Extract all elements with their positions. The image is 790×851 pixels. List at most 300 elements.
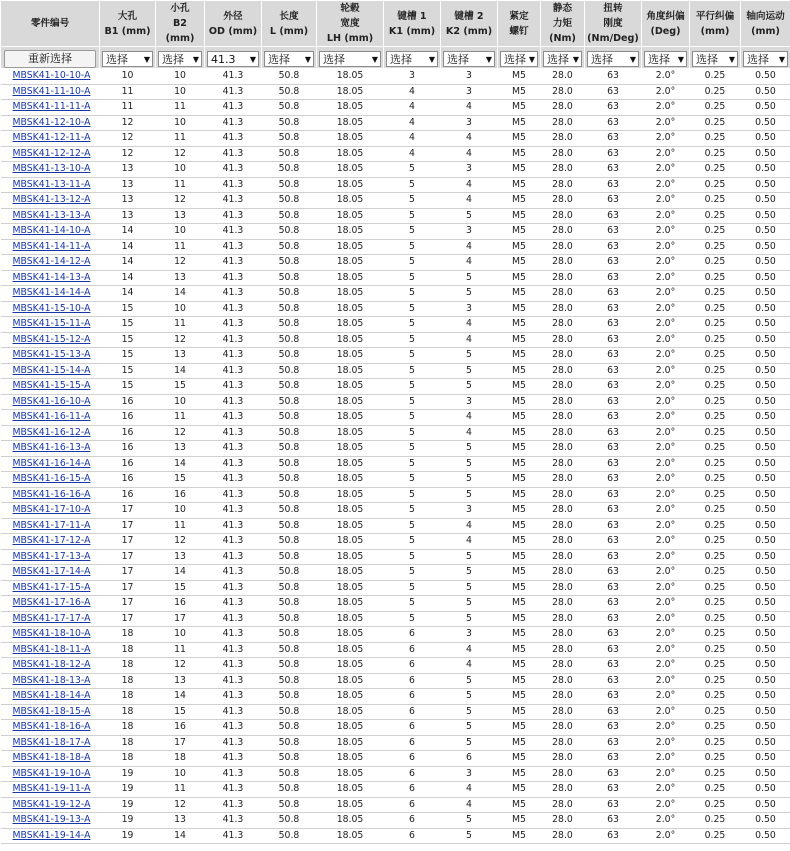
table-cell: 0.25 (690, 627, 741, 643)
table-cell: 4 (441, 425, 498, 441)
table-cell: 50.8 (262, 193, 317, 209)
part-number-cell (1, 410, 100, 426)
part-number-link[interactable]: MBSK41-17-12-A (12, 535, 91, 546)
table-cell: 5 (441, 611, 498, 627)
table-cell: 63 (585, 751, 642, 767)
table-cell: M5 (498, 673, 541, 689)
table-cell: 41.3 (205, 379, 262, 395)
part-number-link[interactable]: MBSK41-11-10-A (12, 85, 91, 97)
table-cell: 41.3 (205, 782, 262, 798)
column-header-8 (498, 1, 541, 47)
table-cell: 28.0 (541, 611, 585, 627)
table-cell: 41.3 (205, 735, 262, 751)
part-number-link[interactable]: MBSK41-17-15-A (12, 581, 91, 593)
table-cell: 0.50 (741, 503, 790, 519)
table-cell: 5 (384, 534, 441, 550)
filter-select-7[interactable] (443, 51, 495, 67)
table-cell: 0.25 (690, 766, 741, 782)
table-cell: M5 (498, 642, 541, 658)
table-cell: 17 (100, 611, 156, 627)
table-cell: 28.0 (541, 627, 585, 643)
table-cell: 5 (441, 441, 498, 457)
table-cell: 2.0° (642, 301, 690, 317)
filter-select-10[interactable] (587, 51, 639, 67)
table-cell: 17 (100, 518, 156, 534)
table-cell: 0.50 (741, 518, 790, 534)
part-number-link[interactable]: MBSK41-17-14-A (12, 566, 91, 577)
table-cell: 63 (585, 689, 642, 705)
table-cell: 41.3 (205, 751, 262, 767)
part-number-link[interactable]: MBSK41-15-15-A (12, 380, 91, 391)
table-cell: 16 (156, 596, 205, 612)
table-cell: 28.0 (541, 658, 585, 674)
table-cell: 18 (100, 735, 156, 751)
part-number-link[interactable]: MBSK41-19-14-A (12, 829, 91, 841)
table-cell: 0.25 (690, 782, 741, 798)
table-cell: 63 (585, 332, 642, 348)
table-cell: 6 (384, 828, 441, 844)
table-cell: 12 (156, 146, 205, 162)
part-number-link[interactable]: MBSK41-11-11-A (12, 101, 91, 112)
table-cell: 14 (100, 224, 156, 240)
table-cell: 28.0 (541, 379, 585, 395)
part-number-cell (1, 115, 100, 131)
filter-select-9[interactable] (543, 51, 582, 67)
table-cell: 18 (100, 704, 156, 720)
part-number-link[interactable]: MBSK41-13-10-A (12, 163, 91, 174)
chevron-down-icon: ▼ (528, 54, 535, 64)
table-cell: 0.50 (741, 456, 790, 472)
table-row (1, 673, 790, 689)
filter-select-3[interactable] (207, 51, 259, 67)
table-row (1, 425, 790, 441)
table-cell: 15 (156, 580, 205, 596)
table-cell: 0.25 (690, 131, 741, 147)
filter-select-11[interactable] (644, 51, 687, 67)
table-cell: 50.8 (262, 518, 317, 534)
table-cell: 63 (585, 456, 642, 472)
part-number-cell (1, 441, 100, 457)
table-cell: 4 (441, 146, 498, 162)
column-header-5 (317, 1, 384, 47)
column-header-line: (Nm/Deg) (587, 33, 639, 44)
table-cell: 3 (441, 84, 498, 100)
part-number-link[interactable]: MBSK41-18-10-A (12, 628, 91, 639)
table-cell: 5 (441, 472, 498, 488)
table-cell: M5 (498, 828, 541, 844)
table-cell: M5 (498, 596, 541, 612)
table-cell: 41.3 (205, 208, 262, 224)
part-number-link[interactable]: MBSK41-17-13-A (12, 550, 91, 562)
table-cell: 3 (441, 301, 498, 317)
table-row (1, 332, 790, 348)
table-cell: 15 (156, 704, 205, 720)
part-number-link[interactable]: MBSK41-18-11-A (12, 643, 91, 655)
table-cell: 10 (156, 766, 205, 782)
table-cell: 5 (441, 348, 498, 364)
column-header-0 (1, 1, 100, 47)
part-number-link[interactable]: MBSK41-17-10-A (12, 504, 91, 515)
table-row (1, 611, 790, 627)
table-cell: 2.0° (642, 239, 690, 255)
part-number-link[interactable]: MBSK41-16-10-A (12, 395, 91, 407)
filter-select-1[interactable] (102, 51, 153, 67)
table-cell: 18 (100, 751, 156, 767)
table-cell: 4 (441, 642, 498, 658)
table-cell: 0.25 (690, 487, 741, 503)
part-number-link[interactable]: MBSK41-16-11-A (12, 411, 91, 422)
filter-select-5[interactable] (319, 51, 381, 67)
reset-cell (1, 47, 100, 69)
header-row (1, 1, 790, 47)
part-number-link[interactable]: MBSK41-14-10-A (12, 225, 91, 236)
table-cell: M5 (498, 549, 541, 565)
table-cell: 4 (441, 131, 498, 147)
table-cell: 11 (156, 239, 205, 255)
table-cell: 0.50 (741, 720, 790, 736)
column-header-3 (205, 1, 262, 47)
table-cell: 18 (100, 627, 156, 643)
table-cell: 13 (156, 270, 205, 286)
table-cell: 0.50 (741, 193, 790, 209)
filter-select-4[interactable] (264, 51, 314, 67)
table-cell: 16 (100, 456, 156, 472)
table-cell: 2.0° (642, 472, 690, 488)
table-cell: 5 (384, 549, 441, 565)
part-number-link[interactable]: MBSK41-18-13-A (12, 674, 91, 686)
chevron-down-icon: ▼ (778, 54, 785, 64)
table-cell: 0.50 (741, 534, 790, 550)
part-number-cell (1, 379, 100, 395)
column-header-line: (mm) (700, 25, 730, 37)
table-cell: M5 (498, 425, 541, 441)
table-cell: 28.0 (541, 301, 585, 317)
table-cell: M5 (498, 270, 541, 286)
table-cell: 14 (156, 456, 205, 472)
filter-select-6[interactable] (386, 51, 438, 67)
table-cell: 18.05 (317, 720, 384, 736)
part-number-cell (1, 534, 100, 550)
table-cell: 28.0 (541, 503, 585, 519)
table-row (1, 379, 790, 395)
table-cell: 0.50 (741, 410, 790, 426)
filter-select-2[interactable] (158, 51, 202, 67)
table-cell: 15 (100, 301, 156, 317)
column-header-line: 静态 (552, 3, 573, 14)
table-row (1, 270, 790, 286)
part-number-link[interactable]: MBSK41-12-11-A (12, 132, 91, 143)
table-cell: 2.0° (642, 270, 690, 286)
part-number-link[interactable]: MBSK41-18-15-A (12, 705, 91, 717)
filter-cell (262, 47, 317, 69)
filter-cell (317, 47, 384, 69)
table-cell: 5 (384, 239, 441, 255)
table-cell: 50.8 (262, 363, 317, 379)
table-cell: 5 (441, 828, 498, 844)
part-number-cell (1, 627, 100, 643)
part-number-cell (1, 193, 100, 209)
table-cell: M5 (498, 782, 541, 798)
table-cell: 28.0 (541, 425, 585, 441)
table-cell: 0.50 (741, 658, 790, 674)
table-cell: 41.3 (205, 565, 262, 581)
table-cell: 4 (384, 131, 441, 147)
filter-cell (156, 47, 205, 69)
part-number-link[interactable]: MBSK41-13-13-A (12, 209, 91, 221)
table-cell: 5 (384, 394, 441, 410)
table-cell: 10 (156, 301, 205, 317)
part-number-link[interactable]: MBSK41-19-13-A (12, 814, 91, 825)
part-number-link[interactable]: MBSK41-19-12-A (12, 798, 91, 810)
chevron-down-icon: ▼ (572, 54, 579, 64)
table-cell: M5 (498, 611, 541, 627)
table-cell: 0.50 (741, 704, 790, 720)
table-cell: 18.05 (317, 658, 384, 674)
table-cell: 0.25 (690, 797, 741, 813)
table-cell: 18.05 (317, 751, 384, 767)
table-cell: 28.0 (541, 735, 585, 751)
table-cell: 10 (156, 69, 205, 85)
part-number-cell (1, 549, 100, 565)
part-number-link[interactable]: MBSK41-15-10-A (12, 302, 91, 314)
table-cell: 0.25 (690, 565, 741, 581)
filter-select-13[interactable] (743, 51, 788, 67)
table-cell: 28.0 (541, 720, 585, 736)
part-number-link[interactable]: MBSK41-14-14-A (12, 287, 91, 298)
part-number-link[interactable]: MBSK41-16-15-A (12, 473, 91, 484)
column-header-4 (262, 1, 317, 47)
part-number-link[interactable]: MBSK41-14-12-A (12, 256, 91, 267)
part-number-link[interactable]: MBSK41-18-18-A (12, 752, 91, 763)
table-cell: 2.0° (642, 642, 690, 658)
table-cell: 50.8 (262, 255, 317, 271)
table-cell: 5 (384, 425, 441, 441)
table-cell: 41.3 (205, 456, 262, 472)
column-header-9 (541, 1, 585, 47)
table-cell: 10 (156, 627, 205, 643)
table-cell: 4 (441, 797, 498, 813)
table-cell: 18.05 (317, 425, 384, 441)
part-number-link[interactable]: MBSK41-18-17-A (12, 736, 91, 748)
table-row (1, 69, 790, 85)
table-cell: 41.3 (205, 255, 262, 271)
part-number-link[interactable]: MBSK41-18-16-A (12, 721, 91, 732)
table-cell: 2.0° (642, 131, 690, 147)
table-cell: 2.0° (642, 208, 690, 224)
filter-select-8[interactable] (500, 51, 538, 67)
table-cell: 2.0° (642, 115, 690, 131)
table-cell: 3 (384, 69, 441, 85)
column-header-line: 角度纠偏 (646, 10, 685, 22)
chevron-down-icon: ▼ (677, 54, 684, 64)
part-number-link[interactable]: MBSK41-10-10-A (12, 70, 91, 81)
table-cell: 2.0° (642, 332, 690, 348)
column-header-13 (741, 1, 790, 47)
table-cell: 41.3 (205, 704, 262, 720)
table-cell: 28.0 (541, 239, 585, 255)
table-cell: 18.05 (317, 673, 384, 689)
table-cell: 63 (585, 534, 642, 550)
part-number-cell (1, 735, 100, 751)
table-cell: 0.50 (741, 441, 790, 457)
table-cell: 0.50 (741, 84, 790, 100)
table-cell: 0.50 (741, 379, 790, 395)
table-cell: 41.3 (205, 193, 262, 209)
table-cell: 18.05 (317, 270, 384, 286)
table-cell: 18.05 (317, 348, 384, 364)
table-cell: 28.0 (541, 642, 585, 658)
table-cell: M5 (498, 487, 541, 503)
table-cell: 0.50 (741, 69, 790, 85)
part-number-link[interactable]: MBSK41-14-13-A (12, 271, 91, 283)
filter-select-12[interactable] (692, 51, 738, 67)
table-cell: 50.8 (262, 115, 317, 131)
column-header-line: K2 (mm) (445, 25, 493, 37)
table-cell: 0.25 (690, 518, 741, 534)
part-number-link[interactable]: MBSK41-16-13-A (12, 442, 91, 453)
table-cell: 16 (156, 487, 205, 503)
part-number-link[interactable]: MBSK41-18-14-A (12, 690, 91, 701)
table-row (1, 658, 790, 674)
part-number-cell (1, 766, 100, 782)
part-number-link[interactable]: MBSK41-19-11-A (12, 783, 91, 794)
table-cell: 63 (585, 363, 642, 379)
part-number-link[interactable]: MBSK41-16-12-A (12, 426, 91, 438)
filter-select-value: 选择 (747, 53, 769, 66)
table-cell: 41.3 (205, 177, 262, 193)
part-number-link[interactable]: MBSK41-15-11-A (12, 318, 91, 329)
part-number-cell (1, 317, 100, 333)
table-cell: M5 (498, 255, 541, 271)
table-cell: 4 (441, 410, 498, 426)
part-number-link[interactable]: MBSK41-17-11-A (12, 519, 91, 531)
column-header-line: 大孔 (117, 10, 138, 22)
table-cell: 0.25 (690, 162, 741, 178)
table-cell: 41.3 (205, 69, 262, 85)
table-cell: 18.05 (317, 704, 384, 720)
filter-select-value: 选择 (106, 53, 128, 66)
table-cell: M5 (498, 658, 541, 674)
table-cell: M5 (498, 441, 541, 457)
table-cell: M5 (498, 363, 541, 379)
table-cell: 0.25 (690, 394, 741, 410)
part-number-link[interactable]: MBSK41-17-17-A (12, 612, 91, 624)
table-cell: 50.8 (262, 487, 317, 503)
part-number-link[interactable]: MBSK41-13-12-A (12, 194, 91, 205)
table-cell: 2.0° (642, 456, 690, 472)
table-cell: 28.0 (541, 782, 585, 798)
table-cell: 63 (585, 797, 642, 813)
table-cell: 18.05 (317, 193, 384, 209)
table-cell: 28.0 (541, 162, 585, 178)
table-cell: 28.0 (541, 580, 585, 596)
table-cell: 0.50 (741, 828, 790, 844)
table-cell: M5 (498, 317, 541, 333)
part-number-link[interactable]: MBSK41-18-12-A (12, 659, 91, 670)
part-number-link[interactable]: MBSK41-19-10-A (12, 767, 91, 779)
part-number-link[interactable]: MBSK41-16-16-A (12, 488, 91, 500)
table-cell: 50.8 (262, 673, 317, 689)
table-cell: 5 (441, 735, 498, 751)
table-cell: M5 (498, 813, 541, 829)
chevron-down-icon: ▼ (192, 54, 199, 64)
reset-button[interactable]: 重新选择 (4, 50, 96, 68)
chevron-down-icon: ▼ (485, 54, 492, 64)
table-cell: 4 (441, 332, 498, 348)
table-cell: 16 (156, 720, 205, 736)
table-cell: 50.8 (262, 270, 317, 286)
table-cell: 50.8 (262, 782, 317, 798)
table-cell: 2.0° (642, 317, 690, 333)
filter-select-value: 选择 (268, 53, 290, 66)
table-cell: 63 (585, 673, 642, 689)
table-cell: 12 (156, 425, 205, 441)
part-number-link[interactable]: MBSK41-13-11-A (12, 178, 91, 190)
part-number-cell (1, 487, 100, 503)
table-cell: 50.8 (262, 689, 317, 705)
table-cell: 18.05 (317, 286, 384, 302)
table-cell: 41.3 (205, 534, 262, 550)
table-cell: 50.8 (262, 534, 317, 550)
table-cell: 0.25 (690, 689, 741, 705)
part-number-link[interactable]: MBSK41-15-14-A (12, 364, 91, 376)
table-cell: 0.50 (741, 596, 790, 612)
table-cell: 5 (441, 565, 498, 581)
table-cell: M5 (498, 301, 541, 317)
part-number-link[interactable]: MBSK41-12-10-A (12, 116, 91, 128)
table-row (1, 704, 790, 720)
table-cell: 0.50 (741, 766, 790, 782)
table-cell: 11 (156, 518, 205, 534)
table-cell: M5 (498, 177, 541, 193)
chevron-down-icon: ▼ (428, 54, 435, 64)
table-cell: M5 (498, 394, 541, 410)
table-cell: 11 (156, 177, 205, 193)
filter-select-value: 选择 (162, 53, 184, 66)
table-cell: M5 (498, 503, 541, 519)
table-cell: 6 (384, 720, 441, 736)
column-header-line: L (mm) (269, 25, 309, 37)
table-cell: 18.05 (317, 627, 384, 643)
part-number-link[interactable]: MBSK41-12-12-A (12, 147, 91, 159)
table-cell: 2.0° (642, 720, 690, 736)
table-cell: 0.50 (741, 627, 790, 643)
table-cell: 0.50 (741, 224, 790, 240)
table-cell: 63 (585, 348, 642, 364)
table-cell: 13 (100, 177, 156, 193)
part-number-cell (1, 518, 100, 534)
part-number-link[interactable]: MBSK41-17-16-A (12, 597, 91, 608)
part-number-link[interactable]: MBSK41-14-11-A (12, 240, 91, 252)
table-cell: 0.25 (690, 503, 741, 519)
column-header-line: 轮毂 (340, 3, 360, 14)
table-row (1, 410, 790, 426)
table-cell: 41.3 (205, 642, 262, 658)
part-number-link[interactable]: MBSK41-16-14-A (12, 457, 91, 469)
part-number-link[interactable]: MBSK41-15-12-A (12, 333, 91, 345)
table-cell: 63 (585, 441, 642, 457)
table-cell: 0.25 (690, 580, 741, 596)
table-cell: 28.0 (541, 317, 585, 333)
table-cell: 4 (441, 534, 498, 550)
table-cell: 2.0° (642, 534, 690, 550)
filter-cell (441, 47, 498, 69)
filter-cell (642, 47, 690, 69)
part-number-link[interactable]: MBSK41-15-13-A (12, 349, 91, 360)
table-cell: 0.25 (690, 673, 741, 689)
table-cell: 18.05 (317, 472, 384, 488)
table-cell: 50.8 (262, 394, 317, 410)
